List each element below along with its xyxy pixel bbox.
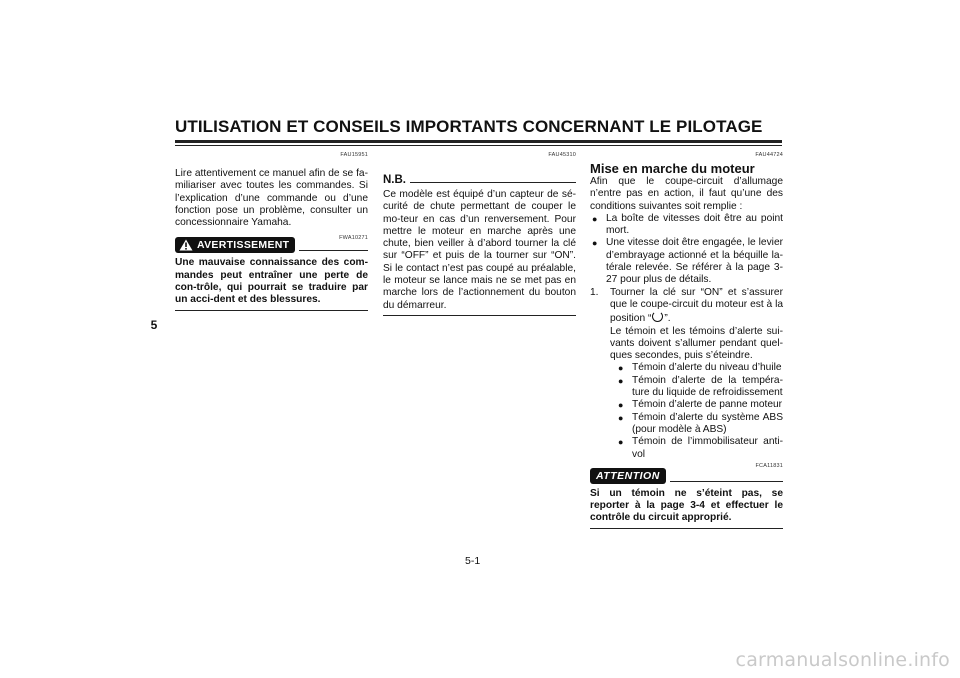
bullet-icon: ● [618, 375, 624, 386]
column-2 [383, 152, 576, 316]
bullet-icon: ● [618, 437, 624, 448]
step-number: 1. [590, 286, 599, 298]
page-number: 5-1 [465, 555, 481, 567]
list-item: ● Témoin d’alerte de panne moteur [618, 399, 783, 411]
list-item: ● La boîte de vitesses doit être au point mort. [592, 212, 783, 237]
engine-run-switch-icon [652, 311, 663, 322]
title-rule-thin [175, 145, 782, 146]
bullet-icon: ● [618, 363, 624, 374]
chapter-tab: 5 [150, 318, 158, 332]
list-item: ● Témoin de l’immobilisateur anti-vol [618, 436, 783, 460]
section-intro: Afin que le coupe-circuit d’allumage n’entre pas en action, il faut qu’une des conditions suivantes soit remplie : [590, 176, 783, 212]
attention-text: Si un témoin ne s’éteint pas, se reporter à la page 3-4 et effectuer le contrôle du circuit approprié. [590, 487, 783, 524]
step-note: Le témoin et les témoins d’alerte sui-vants doivent s’allumer pendant quel-ques secondes, puis s’éteindre. [610, 325, 783, 362]
bullet-icon: ● [618, 400, 624, 411]
attention-header [590, 468, 783, 484]
attention-end-rule [590, 528, 783, 529]
list-item: ● Témoin d’alerte du système ABS (pour modèle à ABS) [618, 411, 783, 435]
column-1 [175, 152, 368, 311]
intro-paragraph: Lire attentivement ce manuel afin de se fa-miliariser avec toutes les commandes. Si l’explication d’une commande ou d’une fonction pose un problème, consulter un concessionnaire Yamaha. [175, 168, 368, 229]
reference-code: FAU45310 [548, 152, 576, 158]
reference-code: FAU15951 [340, 152, 368, 158]
nb-text: Ce modèle est équipé d’un capteur de sé-curité de chute permettant de couper le mo-teur en cas d’un renversement. Pour mettre le moteur en marche après une chute, bien veiller à d’abord tourner la clé sur “OFF” et puis de la tourner sur “ON”. Si le contact n’est pas coupé au préalable, le moteur se lance mais ne se met pas en marche lors de l’actionnement du bouton du démarreur. [383, 189, 576, 311]
section-title: Mise en marche du moteur [590, 161, 755, 176]
warning-code: FWA10271 [339, 235, 368, 242]
reference-code: FAU44724 [755, 152, 783, 158]
list-item: ● Témoin d’alerte de la tempéra-ture du liquide de refroidissement [618, 374, 783, 399]
warning-label: AVERTISSEMENT [197, 239, 290, 252]
warning-badge [175, 237, 295, 253]
list-item: ● Témoin d’alerte du niveau d’huile [618, 362, 782, 374]
nb-end-rule [383, 315, 576, 316]
bullet-icon: ● [592, 213, 598, 224]
watermark: carmanualsonline.info [735, 649, 950, 671]
attention-badge: ATTENTION [590, 468, 666, 484]
step-text: Tourner la clé sur “ON” et s’assurer que le coupe-circuit du moteur est à la position “ ”. [610, 286, 783, 325]
nb-header [383, 174, 576, 186]
column-3 [590, 152, 783, 529]
nb-label: N.B. [383, 174, 406, 186]
warning-end-rule [175, 310, 368, 311]
title-rule [175, 140, 782, 143]
page-title: UTILISATION ET CONSEILS IMPORTANTS CONCERNANT LE PILOTAGE [175, 117, 763, 136]
warning-text: Une mauvaise connaissance des com-mandes peut entraîner une perte de con-trôle, qui pourrait se traduire par un acci-dent et des blessures. [175, 257, 368, 306]
bullet-icon: ● [618, 412, 624, 423]
bullet-icon: ● [592, 238, 598, 249]
warning-triangle-icon [179, 239, 193, 251]
indicator-list [590, 362, 783, 460]
step-1 [590, 287, 783, 326]
list-item: ● Une vitesse doit être engagée, le levier d’embrayage actionné et la béquille la-térale relevée. Se référer à la page 3-27 pour plus de détails. [592, 237, 783, 286]
attention-code: FCA11831 [755, 462, 783, 469]
